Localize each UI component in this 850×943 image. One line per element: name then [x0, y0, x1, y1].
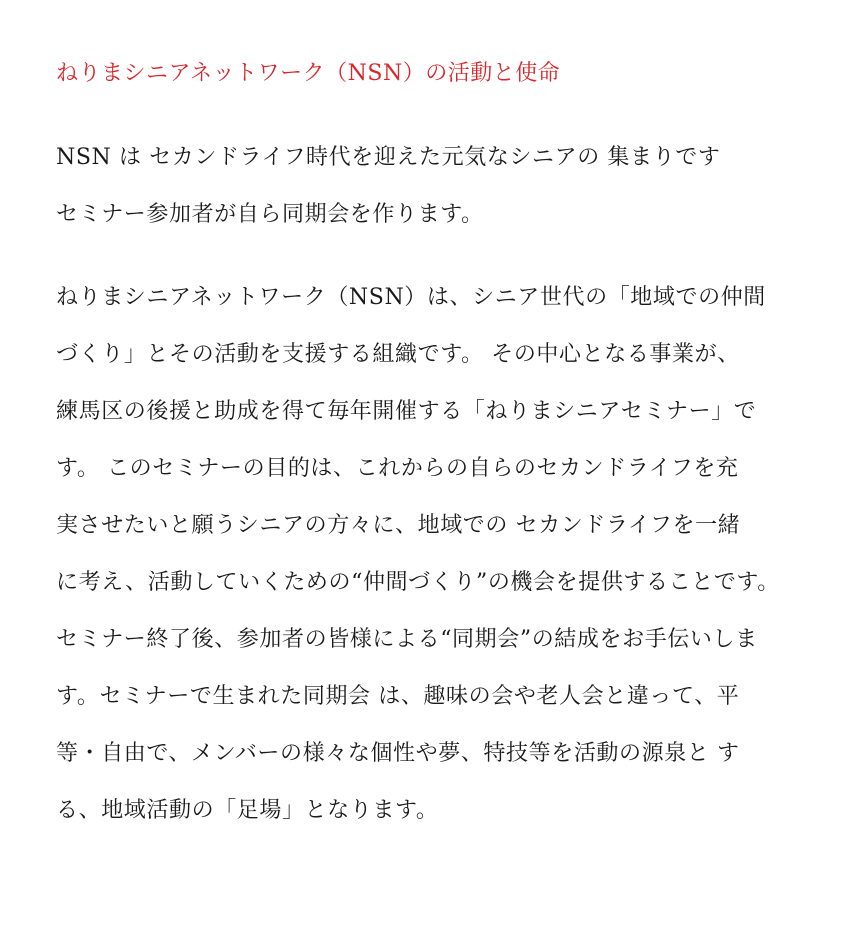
body-line: づくり」とその活動を支援する組織です。 その中心となる事業が、	[56, 342, 740, 367]
body-line: る、地域活動の「足場」となります。	[56, 798, 439, 823]
body-line: ねりまシニアネットワーク（NSN）は、シニア世代の「地域での仲間	[56, 285, 766, 310]
body-line: す。 このセミナーの目的は、これからの自らのセカンドライフを充	[56, 456, 739, 481]
body-line: 実させたいと願うシニアの方々に、地域での セカンドライフを一緒	[56, 513, 741, 538]
page-title: ねりまシニアネットワーク（NSN）の活動と使命	[56, 61, 561, 86]
body-paragraph	[56, 280, 816, 850]
body-line: に考え、活動していくための“仲間づくり”の機会を提供することです。	[56, 570, 780, 595]
intro-line: NSN は セカンドライフ時代を迎えた元気なシニアの 集まりです	[56, 145, 721, 170]
intro-line: セミナー参加者が自ら同期会を作ります。	[56, 202, 484, 227]
body-line: す。セミナーで生まれた同期会 は、趣味の会や老人会と違って、平	[56, 684, 740, 709]
intro-paragraph	[56, 140, 816, 254]
body-line: セミナー終了後、参加者の皆様による“同期会”の結成をお手伝いしま	[56, 627, 758, 652]
body-line: 練馬区の後援と助成を得て毎年開催する「ねりまシニアセミナー」で	[56, 399, 757, 424]
body-line: 等・自由で、メンバーの様々な個性や夢、特技等を活動の源泉と す	[56, 741, 740, 766]
